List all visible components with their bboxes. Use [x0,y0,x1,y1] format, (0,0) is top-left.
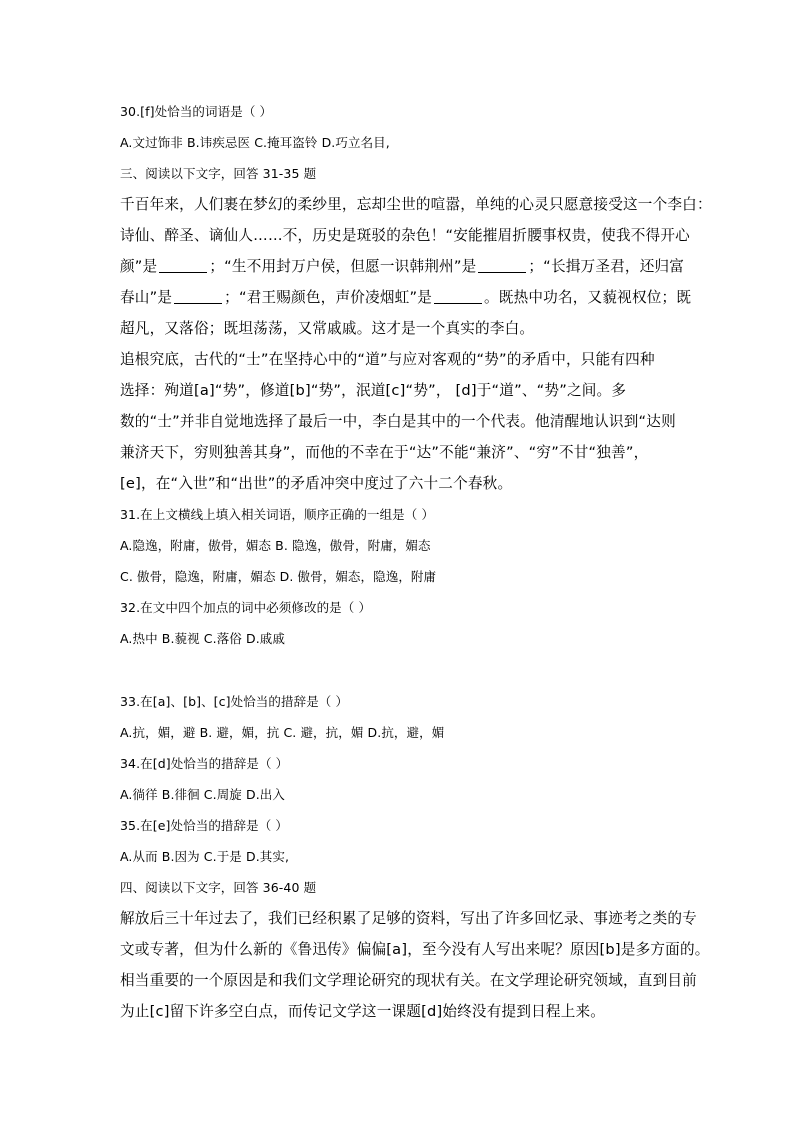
question-32: 32.在文中四个加点的词中必须修改的是（ ） [120,600,372,615]
passage-1-line: 千百年来，人们裹在梦幻的柔纱里，忘却尘世的喧嚣，单纯的心灵只愿意接受这一个李白： [120,196,712,213]
question-33-options: A.抗，媚，避 B. 避，媚，抗 C. 避，抗，媚 D.抗，避，媚 [120,725,445,740]
question-30: 30.[f]处恰当的词语是（ ） [120,104,273,119]
passage-1-line-with-blanks [120,257,684,277]
fill-blank [434,290,482,304]
text-segment: ；“长揖万圣君，还归富 [528,258,685,275]
passage-3-line: 文或专著，但为什么新的《鲁迅传》偏偏[a]，至今没有人写出来呢？原因[b]是多方面的。 [120,941,710,958]
question-31: 31.在上文横线上填入相关词语，顺序正确的一组是（ ） [120,507,435,522]
passage-3-line: 相当重要的一个原因是和我们文学理论研究的现状有关。在文学理论研究领域，直到目前 [120,972,697,989]
passage-3-line: 为止[c]留下许多空白点，而传记文学这一课题[d]始终没有提到日程上来。 [120,1003,606,1020]
passage-2-line: 追根究底，古代的“士”在坚持心中的“道”与应对客观的“势”的矛盾中，只能有四种 [120,351,655,368]
passage-2-line: [e]，在“入世”和“出世”的矛盾冲突中度过了六十二个春秋。 [120,475,513,492]
passage-1-line-with-blanks [120,288,691,308]
question-35-options: A.从而 B.因为 C.于是 D.其实, [120,849,290,864]
text-segment: ；“生不用封万户侯，但愿一识韩荆州”是 [209,258,477,275]
fill-blank [478,259,526,273]
text-segment: 。既热中功名，又藐视权位；既 [484,289,692,306]
passage-1-line: 超凡，又落俗；既坦荡荡，又常戚戚。这才是一个真实的李白。 [120,320,535,337]
text-segment: ；“君王赐颜色，声价凌烟虹”是 [224,289,432,306]
question-31-options-ab: A.隐逸，附庸，傲骨，媚态 B. 隐逸，傲骨，附庸，媚态 [120,538,431,553]
text-segment: 春山”是 [120,289,173,306]
question-33: 33.在[a]、[b]、[c]处恰当的措辞是（ ） [120,694,349,709]
fill-blank [174,290,222,304]
passage-2-line: 兼济天下，穷则独善其身”，而他的不幸在于“达”不能“兼济”、“穷”不甘“独善”， [120,444,649,461]
question-30-options: A.文过饰非 B.讳疾忌医 C.掩耳盗铃 D.巧立名目, [120,135,390,150]
question-35: 35.在[e]处恰当的措辞是（ ） [120,818,288,833]
passage-2-line: 数的“士”并非自觉地选择了最后一中，李白是其中的一个代表。他清醒地认识到“达则 [120,413,676,430]
question-32-options: A.热中 B.藐视 C.落俗 D.戚戚 [120,631,285,646]
section-4-heading: 四、阅读以下文字，回答 36-40 题 [120,880,317,895]
question-34: 34.在[d]处恰当的措辞是（ ） [120,756,289,771]
text-segment: 颜”是 [120,258,158,275]
passage-1-line: 诗仙、醉圣、谪仙人……不，历史是斑驳的杂色！“安能摧眉折腰事权贵，使我不得开心 [120,227,690,244]
question-34-options: A.徜徉 B.徘徊 C.周旋 D.出入 [120,787,285,802]
passage-2-line: 选择：殉道[a]“势”，修道[b]“势”，泯道[c]“势”， [d]于“道”、“势”之间。多 [120,382,627,399]
question-31-options-cd: C. 傲骨，隐逸，附庸，媚态 D. 傲骨，媚态，隐逸，附庸 [120,569,437,584]
section-3-heading: 三、阅读以下文字，回答 31-35 题 [120,166,317,181]
fill-blank [159,259,207,273]
passage-3-line: 解放后三十年过去了，我们已经积累了足够的资料，写出了许多回忆录、事迹考之类的专 [120,910,697,927]
